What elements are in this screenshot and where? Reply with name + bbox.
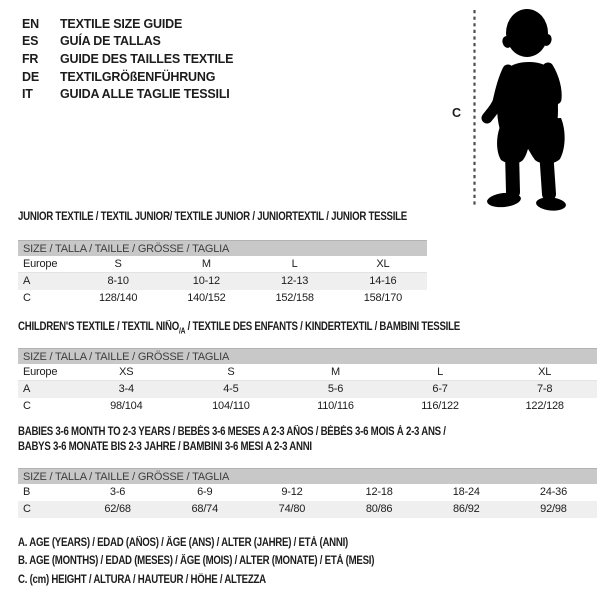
language-code: DE — [22, 69, 39, 84]
babies-table-title — [18, 425, 446, 454]
value-cell: 12-13 — [281, 275, 309, 287]
table-title-text: CHILDREN'S TEXTILE / TEXTIL NIÑO — [18, 321, 179, 333]
table-title-line1: BABIES 3-6 MONTH TO 2-3 YEARS / BEBÉS 3-6 MESES A 2-3 AÑOS / BÉBÉS 3-6 MOIS À 2-3 ANS / — [18, 426, 446, 438]
value-cell: 10-12 — [192, 275, 220, 287]
size-header-row: SIZE / TALLA / TAILLE / GRÖSSE / TAGLIA — [18, 348, 597, 364]
value-cell: 3-6 — [109, 486, 126, 498]
table-row — [18, 398, 597, 415]
value-cell: 8-10 — [107, 275, 129, 287]
footnote-age-months: B. AGE (MONTHS) / EDAD (MESES) / ÂGE (MOIS) / ALTER (MONATE) / ETÀ (MESI) — [18, 555, 375, 568]
height-measure-label: C — [452, 106, 462, 120]
table-row — [18, 290, 427, 307]
value-cell: 24-36 — [539, 486, 568, 498]
table-title-text: / TEXTILE DES ENFANTS / KINDERTEXTIL / BAMBINI TESSILE — [185, 321, 460, 333]
language-row — [22, 33, 233, 51]
value-cell: 128/140 — [98, 292, 138, 304]
value-cell: 110/116 — [317, 400, 354, 412]
value-cell: M — [331, 366, 340, 378]
junior-size-table — [18, 240, 427, 307]
row-label-cell: B — [23, 486, 31, 498]
table-row — [18, 273, 427, 290]
row-label-cell: A — [23, 383, 31, 395]
language-row — [22, 15, 233, 33]
footnote-height: C. (cm) HEIGHT / ALTURA / HAUTEUR / HÖHE / ALTEZZA — [18, 573, 266, 586]
value-cell: 152/158 — [275, 292, 314, 304]
value-cell: XS — [119, 366, 134, 378]
value-cell: 158/170 — [363, 292, 403, 304]
value-cell: 5-6 — [327, 383, 344, 395]
value-cell: L — [437, 366, 444, 378]
language-label: GUÍA DE TALLAS — [60, 34, 161, 49]
language-label: GUIDA ALLE TAGLIE TESSILI — [60, 87, 230, 102]
value-cell: 104/110 — [212, 400, 250, 412]
language-code: ES — [22, 34, 39, 49]
children-table-title — [18, 321, 460, 335]
size-header-row: SIZE / TALLA / TAILLE / GRÖSSE / TAGLIA — [18, 240, 427, 256]
value-cell: 9-12 — [281, 486, 303, 498]
value-cell: 92/98 — [540, 503, 567, 515]
language-label: TEXTILGRÖßENFÜHRUNG — [60, 69, 216, 84]
language-code: FR — [22, 51, 39, 66]
value-cell: 3-4 — [118, 383, 134, 395]
value-cell: XL — [538, 366, 552, 378]
table-title-text: JUNIOR TEXTILE / TEXTIL JUNIOR/ TEXTILE JUNIOR / JUNIORTEXTIL / JUNIOR TESSILE — [18, 211, 407, 223]
baby-silhouette-icon — [478, 2, 600, 214]
language-label: GUIDE DES TAILLES TEXTILE — [60, 51, 234, 66]
language-code: IT — [22, 87, 33, 102]
value-cell: M — [201, 258, 211, 270]
value-cell: 122/128 — [525, 400, 564, 412]
row-label-cell: Europe — [23, 366, 58, 378]
value-cell: XL — [376, 258, 390, 270]
language-row — [22, 68, 233, 86]
value-cell: 62/68 — [104, 503, 131, 515]
value-cell: 12-18 — [365, 486, 393, 498]
table-title-line2: BABYS 3-6 MONATE BIS 2-3 JAHRE / BAMBINI 3-6 MESI A 2-3 ANNI — [18, 440, 312, 453]
value-cell: S — [114, 258, 122, 270]
value-cell: 4-5 — [223, 383, 239, 395]
value-cell: 140/152 — [187, 292, 226, 304]
value-cell: 80/86 — [365, 503, 393, 515]
row-label-cell: C — [23, 503, 31, 515]
junior-table-title — [18, 211, 407, 223]
footnotes — [18, 537, 442, 592]
value-cell: 68/74 — [191, 503, 219, 515]
table-row — [18, 364, 597, 381]
children-size-table — [18, 348, 597, 415]
table-title-subscript: /A — [178, 326, 186, 336]
value-cell: S — [227, 366, 235, 378]
language-row — [22, 85, 233, 103]
value-cell: 14-16 — [369, 275, 397, 287]
size-header-row: SIZE / TALLA / TAILLE / GRÖSSE / TAGLIA — [18, 468, 597, 484]
table-row — [18, 484, 597, 501]
value-cell: 116/122 — [421, 400, 459, 412]
value-cell: 6-9 — [197, 486, 213, 498]
language-header — [22, 15, 233, 103]
value-cell: 86/92 — [453, 503, 480, 515]
value-cell: L — [291, 258, 298, 270]
language-label: TEXTILE SIZE GUIDE — [60, 16, 183, 31]
babies-size-table — [18, 468, 597, 518]
value-cell: 98/104 — [110, 400, 143, 412]
table-row — [18, 381, 597, 398]
value-cell: 7-8 — [537, 383, 553, 395]
table-row — [18, 501, 597, 518]
row-label-cell: Europe — [23, 258, 58, 270]
value-cell: 74/80 — [278, 503, 306, 515]
row-label-cell: A — [23, 275, 31, 287]
row-label-cell: C — [23, 292, 31, 304]
height-measure-line — [473, 10, 476, 212]
language-row — [22, 50, 233, 68]
value-cell: 18-24 — [452, 486, 480, 498]
table-row — [18, 256, 427, 273]
footnote-age-years: A. AGE (YEARS) / EDAD (AÑOS) / ÂGE (ANS) / ALTER (JAHRE) / ETÀ (ANNI) — [18, 537, 349, 549]
language-code: EN — [22, 16, 39, 31]
value-cell: 6-7 — [432, 383, 448, 395]
row-label-cell: C — [23, 400, 31, 412]
